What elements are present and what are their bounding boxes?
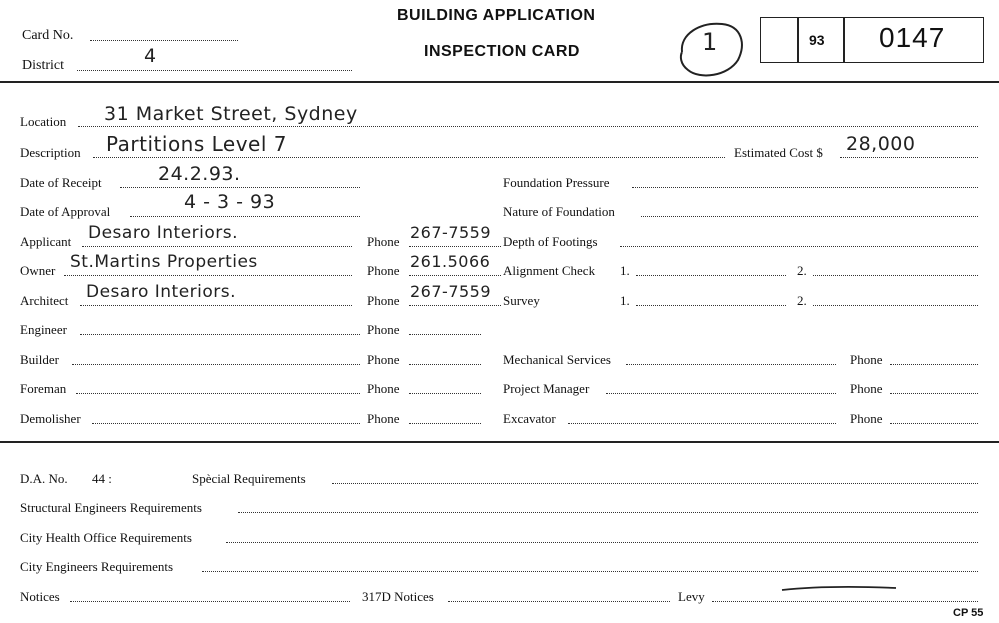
- notices-317d-label: 317D Notices: [362, 589, 434, 604]
- form-title-line1: BUILDING APPLICATION: [397, 7, 596, 24]
- depth-of-footings-dotted-line: [620, 246, 978, 247]
- engineer-phone-label: Phone: [367, 322, 400, 337]
- alignment-check-1-label: 1.: [620, 263, 630, 278]
- engineer-label: Engineer: [20, 322, 67, 337]
- engineer-dotted-line: [80, 334, 360, 335]
- levy-label: Levy: [678, 589, 705, 604]
- location-value: 31 Market Street, Sydney: [104, 103, 358, 125]
- excavator-label: Excavator: [503, 411, 556, 426]
- nature-of-foundation-label: Nature of Foundation: [503, 204, 615, 219]
- demolisher-dotted-line: [92, 423, 360, 424]
- alignment-check-2-label: 2.: [797, 263, 807, 278]
- owner-value: St.Martins Properties: [70, 252, 258, 272]
- form-title-line2: INSPECTION CARD: [424, 43, 580, 60]
- notices-label: Notices: [20, 589, 60, 604]
- city-engineers-requirements-dotted-line: [202, 571, 978, 572]
- card-year: 93: [809, 32, 825, 48]
- architect-phone-value: 267-7559: [410, 282, 492, 301]
- demolisher-phone-label: Phone: [367, 411, 400, 426]
- card-number: 0147: [879, 22, 946, 53]
- applicant-dotted-line: [82, 246, 352, 247]
- engineer-phone-dotted-line: [409, 334, 481, 335]
- applicant-label: Applicant: [20, 234, 72, 249]
- applicant-value: Desaro Interiors.: [88, 223, 239, 243]
- foreman-phone-label: Phone: [367, 381, 400, 396]
- date-of-receipt-value: 24.2.93.: [158, 163, 241, 185]
- levy-dotted-line: [712, 601, 978, 602]
- section-divider: [0, 441, 999, 443]
- architect-phone-label: Phone: [367, 293, 400, 308]
- card-number-box-divider: [797, 18, 799, 62]
- mechanical-services-phone-dotted-line: [890, 364, 978, 365]
- date-of-receipt-dotted-line: [120, 187, 360, 188]
- project-manager-dotted-line: [606, 393, 836, 394]
- survey-label: Survey: [503, 293, 540, 308]
- depth-of-footings-label: Depth of Footings: [503, 234, 598, 249]
- foundation-pressure-label: Foundation Pressure: [503, 175, 610, 190]
- structural-engineers-requirements-dotted-line: [238, 512, 978, 513]
- header-divider: [0, 81, 999, 83]
- owner-phone-dotted-line: [409, 275, 501, 276]
- city-engineers-requirements-label: City Engineers Requirements: [20, 559, 174, 574]
- excavator-phone-dotted-line: [890, 423, 978, 424]
- form-code: CP 55: [953, 607, 984, 619]
- date-of-approval-value: 4 - 3 - 93: [184, 191, 276, 213]
- notices-317d-dotted-line: [448, 601, 670, 602]
- alignment-check-1-dotted-line: [636, 275, 786, 276]
- architect-dotted-line: [80, 305, 352, 306]
- card-no-dotted-line: [90, 40, 238, 41]
- structural-engineers-requirements-label: Structural Engineers Requirements: [20, 500, 202, 515]
- foreman-phone-dotted-line: [409, 393, 481, 394]
- architect-phone-dotted-line: [409, 305, 501, 306]
- survey-2-label: 2.: [797, 293, 807, 308]
- card-number-box: [760, 17, 984, 63]
- location-dotted-line: [78, 126, 978, 127]
- nature-of-foundation-dotted-line: [641, 216, 978, 217]
- project-manager-phone-label: Phone: [850, 381, 883, 396]
- excavator-phone-label: Phone: [850, 411, 883, 426]
- district-value: 4: [144, 45, 157, 67]
- description-label: Description: [20, 145, 81, 160]
- foundation-pressure-dotted-line: [632, 187, 978, 188]
- mechanical-services-dotted-line: [626, 364, 836, 365]
- survey-2-dotted-line: [813, 305, 978, 306]
- applicant-phone-value: 267-7559: [410, 223, 492, 242]
- card-no-label: Card No.: [22, 28, 74, 43]
- foreman-dotted-line: [76, 393, 360, 394]
- owner-label: Owner: [20, 263, 56, 278]
- district-label: District: [22, 58, 64, 73]
- applicant-phone-dotted-line: [409, 246, 501, 247]
- excavator-dotted-line: [568, 423, 836, 424]
- city-health-office-requirements-label: City Health Office Requirements: [20, 530, 192, 545]
- project-manager-phone-dotted-line: [890, 393, 978, 394]
- alignment-check-label: Alignment Check: [503, 263, 596, 278]
- builder-label: Builder: [20, 352, 59, 367]
- foreman-label: Foreman: [20, 381, 67, 396]
- architect-value: Desaro Interiors.: [86, 282, 237, 302]
- demolisher-phone-dotted-line: [409, 423, 481, 424]
- alignment-check-2-dotted-line: [813, 275, 978, 276]
- description-dotted-line: [93, 157, 725, 158]
- circled-number: 1: [702, 28, 718, 56]
- applicant-phone-label: Phone: [367, 234, 400, 249]
- district-dotted-line: [77, 70, 352, 71]
- builder-phone-dotted-line: [409, 364, 481, 365]
- date-of-approval-label: Date of Approval: [20, 204, 111, 219]
- date-of-receipt-label: Date of Receipt: [20, 175, 102, 190]
- project-manager-label: Project Manager: [503, 381, 590, 396]
- architect-label: Architect: [20, 293, 69, 308]
- mechanical-services-label: Mechanical Services: [503, 352, 611, 367]
- builder-phone-label: Phone: [367, 352, 400, 367]
- levy-handwritten-stroke: [780, 584, 900, 594]
- date-of-approval-dotted-line: [130, 216, 360, 217]
- owner-dotted-line: [64, 275, 352, 276]
- city-health-office-requirements-dotted-line: [226, 542, 978, 543]
- da-no-label: D.A. No.: [20, 471, 68, 486]
- owner-phone-label: Phone: [367, 263, 400, 278]
- estimated-cost-dotted-line: [840, 157, 978, 158]
- card-number-box-divider: [843, 18, 845, 62]
- owner-phone-value: 261.5066: [410, 252, 491, 271]
- survey-1-dotted-line: [636, 305, 786, 306]
- notices-dotted-line: [70, 601, 350, 602]
- demolisher-label: Demolisher: [20, 411, 81, 426]
- survey-1-label: 1.: [620, 293, 630, 308]
- builder-dotted-line: [72, 364, 360, 365]
- mechanical-services-phone-label: Phone: [850, 352, 883, 367]
- estimated-cost-value: 28,000: [846, 133, 916, 155]
- special-requirements-label: Spècial Requirements: [192, 471, 306, 486]
- description-value: Partitions Level 7: [106, 132, 288, 156]
- da-no-value: 44 :: [92, 471, 112, 486]
- location-label: Location: [20, 114, 67, 129]
- special-requirements-dotted-line: [332, 483, 978, 484]
- estimated-cost-label: Estimated Cost $: [734, 145, 823, 160]
